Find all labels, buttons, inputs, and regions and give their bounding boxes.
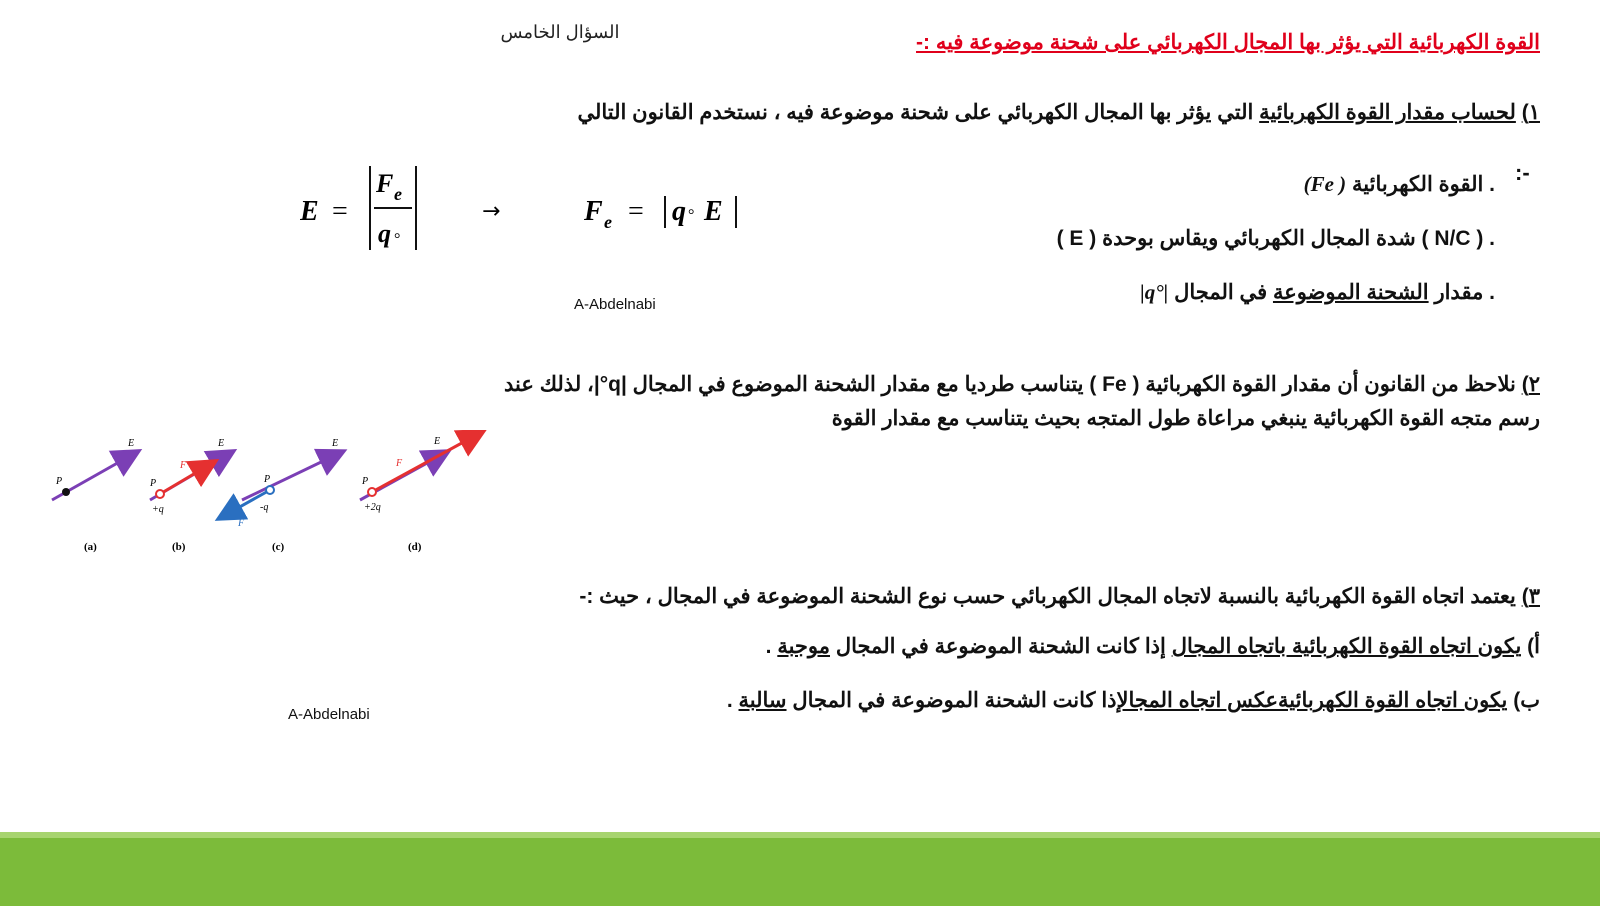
paragraph-1-underlined: لحساب مقدار القوة الكهربائية (1259, 101, 1516, 124)
formula (300, 158, 760, 258)
formula-sub-e-2: e (604, 212, 612, 232)
watermark-2: A-Abdelnabi (288, 706, 370, 723)
force-label-b: F (180, 460, 187, 471)
paragraph-3b-underlined-2: سالبة (738, 689, 787, 712)
paragraph-1-text: التي يؤثر بها المجال الكهربائي على شحنة موضوعة فيه ، نستخدم القانون التالي (577, 101, 1254, 124)
field-force-figure (42, 430, 512, 570)
paragraph-3 (420, 584, 1540, 609)
formula-zero-1: ° (394, 231, 401, 248)
field-label-d: E (434, 436, 441, 447)
colon-mark: :- (1515, 160, 1530, 185)
definition-charge-text-a: مقدار (1434, 281, 1484, 304)
paragraph-1 (420, 100, 1540, 125)
paragraph-3a-underlined-2: موجبة (777, 635, 830, 658)
formula-q-right: q (672, 196, 686, 227)
paragraph-3a (420, 634, 1540, 659)
paragraph-3b-prefix: ب) (1513, 689, 1540, 712)
formula-Fe-top: F (376, 169, 394, 198)
paragraph-3b-end: . (726, 689, 739, 712)
caption-b: (b) (172, 541, 186, 553)
definition-force-text: القوة الكهربائية . (1352, 173, 1495, 196)
formula-Fe-right: F (584, 196, 603, 227)
field-line-c (242, 452, 342, 500)
paragraph-3a-prefix: أ) (1527, 635, 1540, 658)
definition-field (935, 226, 1495, 251)
formula-q-bottom: q (378, 219, 391, 248)
definition-force-symbol: (Fe ) (1303, 172, 1347, 196)
point-b (156, 490, 164, 498)
paragraph-2-number: ٢) (1521, 373, 1540, 396)
definition-charge-symbol: |q°| (1140, 280, 1169, 304)
force-label-c: F (238, 518, 245, 529)
force-line-b (160, 462, 214, 494)
point-label-d: P (362, 476, 369, 487)
paragraph-1-number: ١) (1521, 101, 1540, 124)
caption-c: (c) (272, 541, 285, 553)
paragraph-3-number: ٣) (1521, 585, 1540, 608)
watermark-1: A-Abdelnabi (574, 296, 656, 313)
point-d (368, 488, 376, 496)
point-label-b: P (150, 478, 157, 489)
paragraph-2-line-1 (340, 368, 1540, 402)
paragraph-3a-end: . (765, 635, 778, 658)
point-a (62, 488, 70, 496)
paragraph-3a-underlined-1: يكون اتجاه القوة الكهربائية باتجاه المجال (1171, 635, 1522, 658)
charge-label-b: +q (152, 504, 164, 515)
field-label-c: E (332, 438, 339, 449)
paragraph-3-text: يعتمد اتجاه القوة الكهربائية بالنسبة لاتجاه المجال الكهربائي حسب نوع الشحنة الموضوعة في المجال ، حيث :- (579, 585, 1516, 608)
force-label-d: F (396, 458, 403, 469)
formula-eq-2: = (628, 196, 644, 227)
definition-charge-text-b: في المجال . (1174, 281, 1495, 304)
definition-field-text: شدة المجال الكهربائي ويقاس بوحدة ( N/C ) . (1102, 227, 1495, 250)
paragraph-3b (420, 688, 1540, 713)
formula-sub-e-1: e (394, 184, 402, 204)
definition-force (935, 172, 1495, 197)
formula-E: E (300, 196, 319, 227)
formula-arrow: → (482, 199, 501, 224)
caption-a: (a) (84, 541, 97, 553)
paragraph-3b-mid: إذا كانت الشحنة الموضوعة في المجال (792, 689, 1117, 712)
field-label-b: E (218, 438, 225, 449)
caption-d: (d) (408, 541, 422, 553)
paragraph-3b-underlined-1: يكون اتجاه القوة الكهربائيةعكس اتجاه المجال (1116, 689, 1508, 712)
paragraph-2-line-1-text: نلاحظ من القانون أن مقدار القوة الكهربائية ( Fe ) يتناسب طرديا مع مقدار الشحنة الموضوع في المجال |q°|، لذلك عند (503, 373, 1516, 396)
definition-charge-text-underlined: الشحنة الموضوعة (1272, 281, 1429, 304)
field-label-a: E (128, 438, 135, 449)
definition-charge (935, 280, 1495, 305)
paragraph-3a-mid: إذا كانت الشحنة الموضوعة في المجال (835, 635, 1166, 658)
footer-bar (0, 832, 1600, 906)
point-label-c: P (264, 474, 271, 485)
charge-label-c: -q (260, 502, 269, 513)
point-c (266, 486, 274, 494)
formula-eq-1: = (332, 196, 348, 227)
section-heading: القوة الكهربائية التي يؤثر بها المجال الكهربائي على شحنة موضوعة فيه :- (916, 31, 1540, 54)
charge-label-d: +2q (364, 502, 381, 513)
formula-E-right: E (704, 196, 723, 227)
point-label-a: P (56, 476, 63, 487)
slide-label: السؤال الخامس (500, 22, 620, 42)
formula-zero-2: ° (688, 207, 695, 224)
paragraph-2-line-2: رسم متجه القوة الكهربائية ينبغي مراعاة طول المتجه بحيث يتناسب مع مقدار القوة (831, 407, 1540, 430)
definition-field-symbol: ( E ) (1056, 227, 1097, 250)
paragraph-2 (340, 368, 1540, 436)
force-line-d (372, 432, 482, 492)
